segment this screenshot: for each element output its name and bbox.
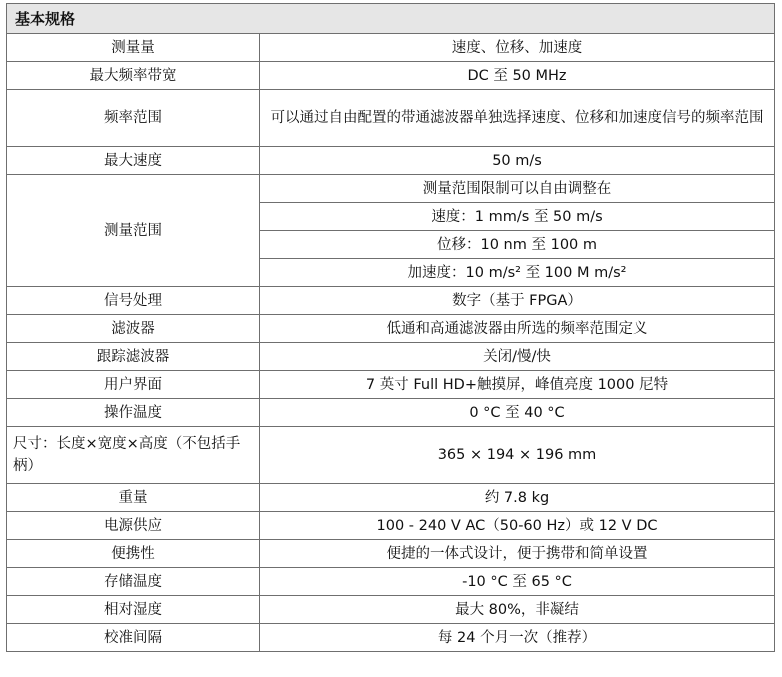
row-label: 电源供应 xyxy=(7,512,260,540)
row-value: 关闭/慢/快 xyxy=(260,343,775,371)
row-value: 低通和高通滤波器由所选的频率范围定义 xyxy=(260,315,775,343)
row-value: 速度、位移、加速度 xyxy=(260,34,775,62)
row-label: 滤波器 xyxy=(7,315,260,343)
table-row xyxy=(7,34,775,62)
row-label: 存储温度 xyxy=(7,568,260,596)
table-row xyxy=(7,90,775,147)
row-value: 50 m/s xyxy=(260,147,775,175)
row-label: 用户界面 xyxy=(7,371,260,399)
row-label: 尺寸：长度×宽度×高度（不包括手柄） xyxy=(7,427,260,484)
row-label: 相对湿度 xyxy=(7,596,260,624)
table-row xyxy=(7,399,775,427)
row-value: 便捷的一体式设计，便于携带和简单设置 xyxy=(260,540,775,568)
table-row xyxy=(7,540,775,568)
row-label: 跟踪滤波器 xyxy=(7,343,260,371)
table-row xyxy=(7,62,775,90)
table-row xyxy=(7,315,775,343)
row-label: 最大速度 xyxy=(7,147,260,175)
table-row xyxy=(7,568,775,596)
row-label: 便携性 xyxy=(7,540,260,568)
row-value: 数字（基于 FPGA） xyxy=(260,287,775,315)
row-value: -10 °C 至 65 °C xyxy=(260,568,775,596)
table-row xyxy=(7,147,775,175)
table-row xyxy=(7,512,775,540)
table-row xyxy=(7,427,775,484)
row-label: 重量 xyxy=(7,484,260,512)
table-row xyxy=(7,596,775,624)
table-row xyxy=(7,175,775,203)
section-title-row xyxy=(7,4,775,34)
row-value: DC 至 50 MHz xyxy=(260,62,775,90)
row-label: 校准间隔 xyxy=(7,624,260,652)
row-label: 测量范围 xyxy=(7,175,260,287)
spec-table xyxy=(6,3,775,652)
table-row xyxy=(7,343,775,371)
row-value: 最大 80%，非凝结 xyxy=(260,596,775,624)
row-label: 信号处理 xyxy=(7,287,260,315)
table-row xyxy=(7,371,775,399)
row-subvalue: 测量范围限制可以自由调整在 xyxy=(260,175,775,203)
row-value: 7 英寸 Full HD+触摸屏，峰值亮度 1000 尼特 xyxy=(260,371,775,399)
row-label: 频率范围 xyxy=(7,90,260,147)
row-value: 0 °C 至 40 °C xyxy=(260,399,775,427)
row-label: 最大频率带宽 xyxy=(7,62,260,90)
row-value: 可以通过自由配置的带通滤波器单独选择速度、位移和加速度信号的频率范围 xyxy=(260,90,775,147)
row-subvalue: 加速度：10 m/s² 至 100 M m/s² xyxy=(260,259,775,287)
row-value: 365 × 194 × 196 mm xyxy=(260,427,775,484)
table-row xyxy=(7,484,775,512)
row-value: 100 - 240 V AC（50-60 Hz）或 12 V DC xyxy=(260,512,775,540)
row-label: 测量量 xyxy=(7,34,260,62)
row-subvalue: 速度：1 mm/s 至 50 m/s xyxy=(260,203,775,231)
row-value: 约 7.8 kg xyxy=(260,484,775,512)
table-row xyxy=(7,287,775,315)
table-row xyxy=(7,624,775,652)
row-value: 每 24 个月一次（推荐） xyxy=(260,624,775,652)
row-subvalue: 位移：10 nm 至 100 m xyxy=(260,231,775,259)
section-title: 基本规格 xyxy=(7,4,775,34)
row-label: 操作温度 xyxy=(7,399,260,427)
